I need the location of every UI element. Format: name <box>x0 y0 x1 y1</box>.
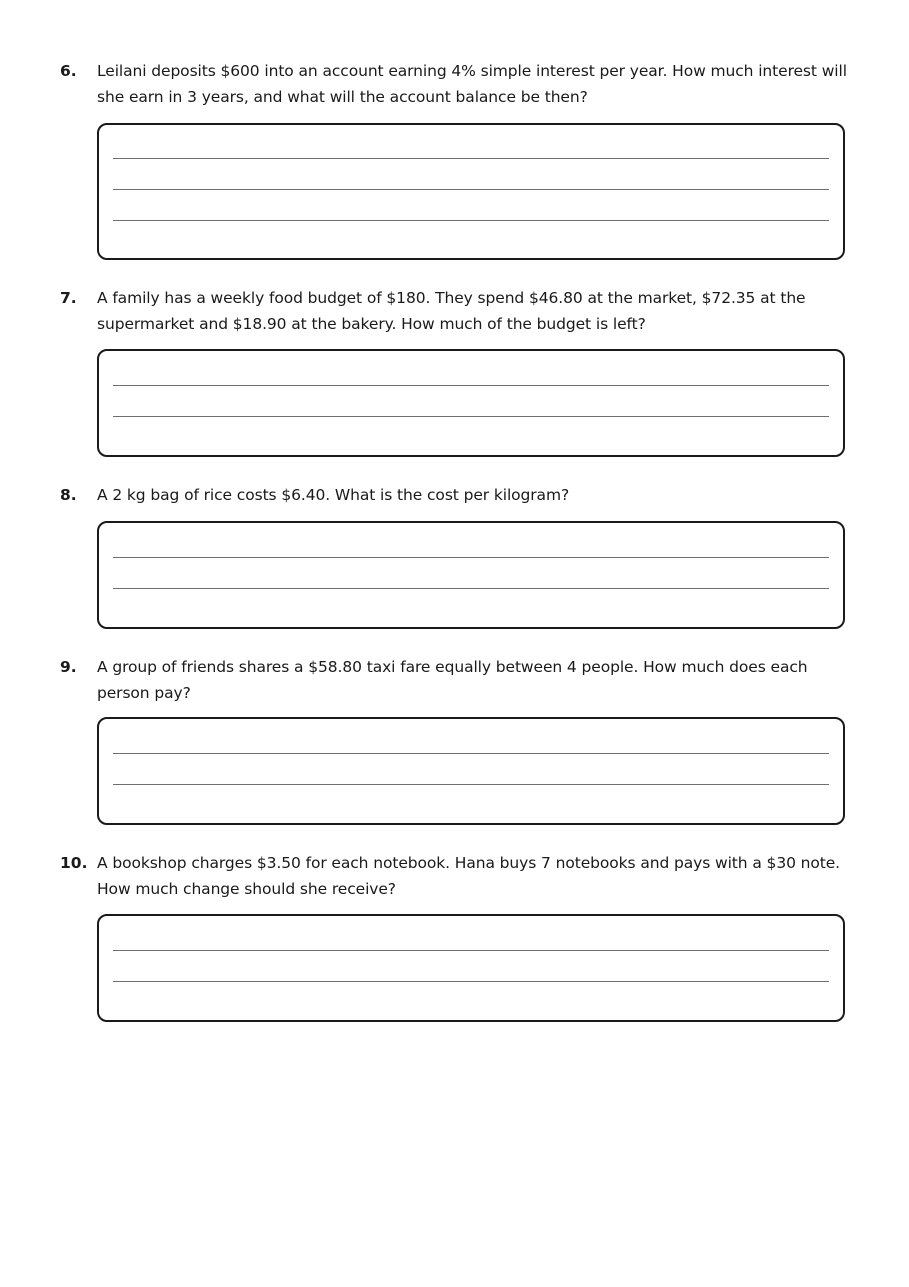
answer-line <box>113 784 829 785</box>
answer-line <box>113 220 829 221</box>
answer-line <box>113 950 829 951</box>
question-number: 7. <box>60 289 77 307</box>
question-text: A bookshop charges $3.50 for each notebook. Hana buys 7 notebooks and pays with a $30 note. How much change should she receive? <box>97 854 841 898</box>
answer-line <box>113 557 829 558</box>
answer-box[interactable] <box>97 717 845 825</box>
question-text: A family has a weekly food budget of $180. They spend $46.80 at the market, $72.35 at the supermarket and $18.90 at the bakery. How much of the budget is left? <box>97 289 806 333</box>
answer-box[interactable] <box>97 914 845 1022</box>
question-number: 8. <box>60 486 77 504</box>
question-text: Leilani deposits $600 into an account earning 4% simple interest per year. How much interest will she earn in 3 years, and what will the account balance be then? <box>97 62 847 106</box>
answer-line <box>113 588 829 589</box>
answer-line <box>113 158 829 159</box>
question-text: A 2 kg bag of rice costs $6.40. What is the cost per kilogram? <box>97 486 570 504</box>
answer-box[interactable] <box>97 123 845 260</box>
answer-line <box>113 189 829 190</box>
question-number: 10. <box>60 854 88 872</box>
question-number: 6. <box>60 62 77 80</box>
answer-line <box>113 416 829 417</box>
answer-line <box>113 981 829 982</box>
answer-box[interactable] <box>97 349 845 457</box>
question-text: A group of friends shares a $58.80 taxi fare equally between 4 people. How much does each person pay? <box>97 658 808 702</box>
question-number: 9. <box>60 658 77 676</box>
answer-line <box>113 385 829 386</box>
answer-box[interactable] <box>97 521 845 629</box>
answer-line <box>113 753 829 754</box>
